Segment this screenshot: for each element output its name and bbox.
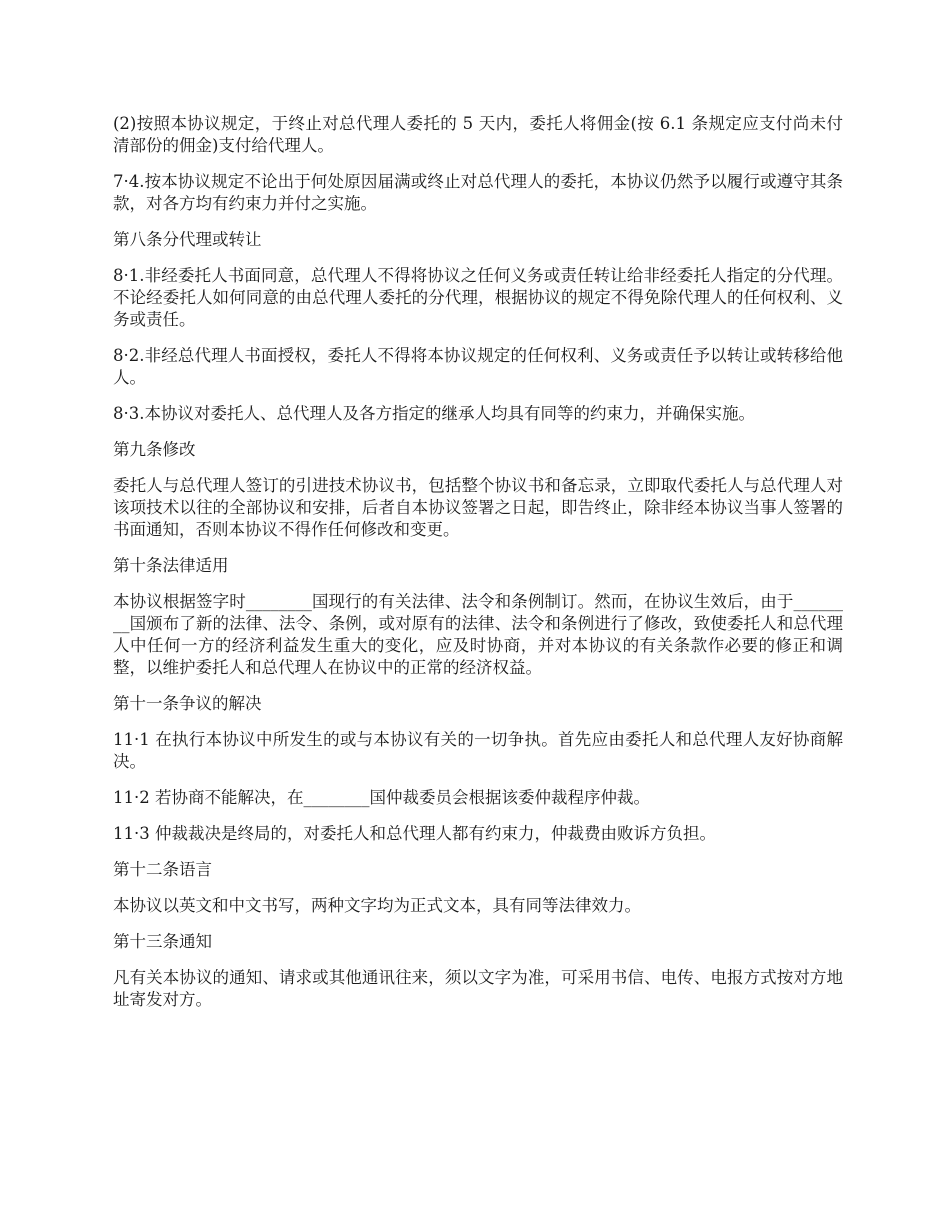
paragraph-article-12-body: 本协议以英文和中文书写，两种文字均为正式文本，具有同等法律效力。 (113, 896, 641, 915)
heading-article-9: 第九条修改 (113, 440, 196, 459)
paragraph-8-3: 8·3.本协议对委托人、总代理人及各方指定的继承人均具有同等的约束力，并确保实施。 (113, 404, 755, 423)
paragraph-article-10-body: 本协议根据签字时________国现行的有关法律、法令和条例制订。然而，在协议生效后，由于________国颁布了新的法律、法令、条例，或对原有的法律、法令和条例进行了修改，致使委托人和总代理人中任何一方的经济利益发生重大的变化，应及时协商，并对本协议的有关条款作必要的修正和调整，以维护委托人和总代理人在协议中的正常的经济权益。 (113, 592, 843, 677)
paragraph-7-4: 7·4.按本协议规定不论出于何处原因届满或终止对总代理人的委托，本协议仍然予以履行或遵守其条款，对各方均有约束力并付之实施。 (113, 172, 843, 213)
heading-article-10: 第十条法律适用 (113, 556, 229, 575)
paragraph-11-2: 11·2 若协商不能解决，在________国仲裁委员会根据该委仲裁程序仲裁。 (113, 788, 650, 807)
heading-article-8: 第八条分代理或转让 (113, 230, 262, 249)
heading-article-11: 第十一条争议的解决 (113, 694, 262, 713)
paragraph-8-2: 8·2.非经总代理人书面授权，委托人不得将本协议规定的任何权利、义务或责任予以转让或转移给他人。 (113, 346, 843, 387)
paragraph-8-1: 8·1.非经委托人书面同意，总代理人不得将协议之任何义务或责任转让给非经委托人指定的分代理。不论经委托人如何同意的由总代理人委托的分代理，根据协议的规定不得免除代理人的任何权利、义务或责任。 (113, 266, 843, 329)
paragraph-termination-commission: (2)按照本协议规定，于终止对总代理人委托的 5 天内，委托人将佣金(按 6.1 条规定应支付尚未付清部份的佣金)支付给代理人。 (113, 114, 843, 155)
heading-article-13: 第十三条通知 (113, 932, 212, 951)
paragraph-11-3: 11·3 仲裁裁决是终局的，对委托人和总代理人都有约束力，仲裁费由败诉方负担。 (113, 824, 716, 843)
paragraph-article-9-body: 委托人与总代理人签订的引进技术协议书，包括整个协议书和备忘录，立即取代委托人与总代理人对该项技术以往的全部协议和安排，后者自本协议签署之日起，即告终止，除非经本协议当事人签署的书面通知，否则本协议不得作任何修改和变更。 (113, 476, 843, 539)
paragraph-11-1: 11·1 在执行本协议中所发生的或与本协议有关的一切争执。首先应由委托人和总代理人友好协商解决。 (113, 730, 843, 771)
paragraph-article-13-body: 凡有关本协议的通知、请求或其他通讯往来，须以文字为准，可采用书信、电传、电报方式按对方地址寄发对方。 (113, 968, 843, 1009)
heading-article-12: 第十二条语言 (113, 860, 212, 879)
document-page (113, 113, 843, 1025)
